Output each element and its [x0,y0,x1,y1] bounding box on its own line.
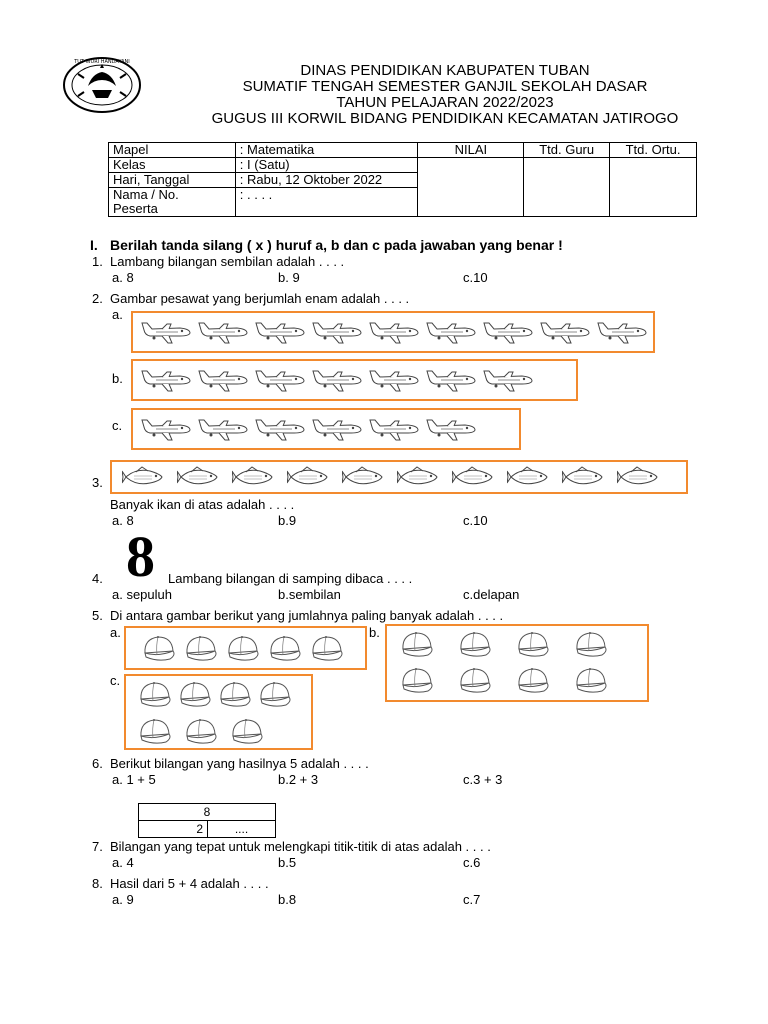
kelas-value: : I (Satu) [235,158,418,173]
header-line-1: DINAS PENDIDIKAN KABUPATEN TUBAN [300,62,590,79]
airplane-icon [425,415,477,443]
airplane-icon [197,366,249,394]
q8-number: 8. [92,876,103,891]
q1-option-b[interactable]: b. 9 [278,270,300,285]
cap-icon [256,679,294,709]
q6-text: Berikut bilangan yang hasilnya 5 adalah . . . . [110,756,369,771]
q8-option-c[interactable]: c.7 [463,892,481,907]
airplane-icon [368,366,420,394]
q2-option-a[interactable]: a. [112,307,123,322]
cap-icon [398,629,436,659]
fish-icon [177,466,221,488]
q4-text: Lambang bilangan di samping dibaca . . . . [168,571,413,586]
peserta-label: Peserta [113,201,158,216]
airplane-icon [254,366,306,394]
q3-text: Banyak ikan di atas adalah . . . . [110,497,295,512]
airplane-icon [482,318,534,346]
logo-text: TUT WURI HANDAYANI [74,59,130,65]
q6-option-c[interactable]: c.3 + 3 [463,772,503,787]
cap-icon [456,629,494,659]
cap-icon [572,665,610,695]
q2-text: Gambar pesawat yang berjumlah enam adalah . . . . [110,291,410,306]
q7-text: Bilangan yang tepat untuk melengkapi titik-titik di atas adalah . . . . [110,839,491,854]
q6-option-b[interactable]: b.2 + 3 [278,772,319,787]
q2-option-c[interactable]: c. [112,418,123,433]
number-bond-blank[interactable]: .... [208,821,276,838]
section-number: I. [90,237,98,253]
airplane-icon [368,318,420,346]
nama-value[interactable]: : . . . . [235,188,418,217]
number-bond-box [138,803,276,838]
q5-option-a[interactable]: a. [110,625,121,640]
q8-option-a[interactable]: a. 9 [112,892,134,907]
airplane-icon [254,415,306,443]
cap-icon [136,679,174,709]
ttd-guru-cell[interactable] [524,158,610,217]
fish-icon [232,466,276,488]
q4-option-b[interactable]: b.sembilan [278,587,341,602]
tut-wuri-handayani-logo-icon [62,56,142,114]
airplane-icon [140,415,192,443]
airplane-icon [311,366,363,394]
q5-text: Di antara gambar berikut yang jumlahnya paling banyak adalah . . . . [110,608,504,623]
cap-icon [266,633,304,663]
ttd-ortu-header: Ttd. Ortu. [610,143,697,158]
ttd-guru-header: Ttd. Guru [524,143,610,158]
airplane-icon [197,415,249,443]
nama-label: Nama / No. [113,187,179,202]
header-line-2: SUMATIF TENGAH SEMESTER GANJIL SEKOLAH DASAR [242,78,648,95]
hari-value: : Rabu, 12 Oktober 2022 [235,173,418,188]
cap-icon [514,665,552,695]
q1-option-c[interactable]: c.10 [463,270,488,285]
kelas-label: Kelas [109,158,236,173]
airplane-icon [482,366,534,394]
q5-option-b[interactable]: b. [369,625,380,640]
q8-option-b[interactable]: b.8 [278,892,297,907]
section-instruction: Berilah tanda silang ( x ) huruf a, b dan c pada jawaban yang benar ! [110,237,563,253]
q6-option-a[interactable]: a. 1 + 5 [112,772,156,787]
q7-option-a[interactable]: a. 4 [112,855,134,870]
q4-option-c[interactable]: c.delapan [463,587,520,602]
cap-icon [182,633,220,663]
q1-number: 1. [92,254,103,269]
airplane-icon [311,415,363,443]
student-info-table [108,142,697,217]
q7-option-b[interactable]: b.5 [278,855,297,870]
q3-option-b[interactable]: b.9 [278,513,297,528]
airplane-icon [197,318,249,346]
airplane-icon [368,415,420,443]
q2-option-b[interactable]: b. [112,371,123,386]
fish-icon [452,466,496,488]
fish-icon [617,466,661,488]
q3-option-c[interactable]: c.10 [463,513,488,528]
ttd-ortu-cell[interactable] [610,158,697,217]
fish-icon [562,466,606,488]
cap-icon [216,679,254,709]
q2-number: 2. [92,291,103,306]
cap-icon [176,679,214,709]
q3-number: 3. [92,475,103,490]
q4-number: 4. [92,571,103,586]
fish-icon [287,466,331,488]
q8-text: Hasil dari 5 + 4 adalah . . . . [110,876,269,891]
airplane-icon [596,318,648,346]
cap-icon [456,665,494,695]
fish-icon [122,466,166,488]
q5-option-c[interactable]: c. [110,673,121,688]
cap-icon [136,716,174,746]
airplane-icon [425,318,477,346]
airplane-icon [311,318,363,346]
q1-option-a[interactable]: a. 8 [112,270,134,285]
q6-number: 6. [92,756,103,771]
fish-icon [342,466,386,488]
q4-option-a[interactable]: a. sepuluh [112,587,172,602]
q3-option-a[interactable]: a. 8 [112,513,134,528]
fish-icon [507,466,551,488]
cap-icon [140,633,178,663]
cap-icon [308,633,346,663]
cap-icon [224,633,262,663]
nilai-cell[interactable] [418,158,524,217]
header-line-4: GUGUS III KORWIL BIDANG PENDIDIKAN KECAMATAN JATIROGO [211,110,679,127]
airplane-icon [254,318,306,346]
airplane-icon [425,366,477,394]
q1-text: Lambang bilangan sembilan adalah . . . . [110,254,345,269]
hari-label: Hari, Tanggal [109,173,236,188]
mapel-value: : Matematika [235,143,418,158]
q5-number: 5. [92,608,103,623]
nilai-header: NILAI [418,143,524,158]
cap-icon [182,716,220,746]
q7-option-c[interactable]: c.6 [463,855,481,870]
airplane-icon [539,318,591,346]
cap-icon [398,665,436,695]
mapel-label: Mapel [109,143,236,158]
number-bond-top: 8 [139,804,276,821]
airplane-icon [140,318,192,346]
cap-icon [514,629,552,659]
airplane-icon [140,366,192,394]
nama-label-cell [109,188,236,217]
fish-icon [397,466,441,488]
q7-number: 7. [92,839,103,854]
header-line-3: TAHUN PELAJARAN 2022/2023 [336,94,554,111]
number-bond-left: 2 [139,821,208,838]
cap-icon [572,629,610,659]
cap-icon [228,716,266,746]
q4-big-number: 8 [126,524,155,589]
